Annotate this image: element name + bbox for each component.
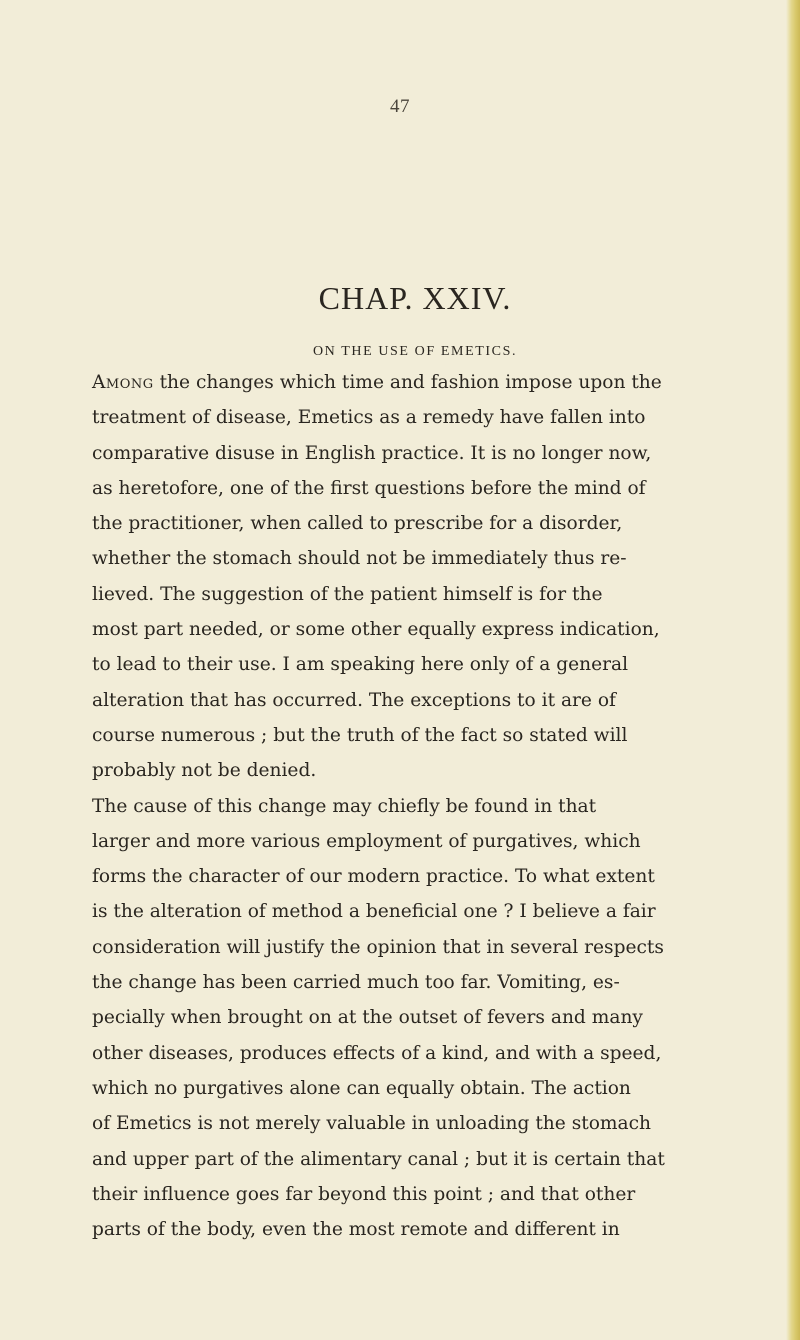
first-word: Among — [92, 372, 154, 393]
text-line: comparative disuse in English practice. It is no longer now, — [92, 442, 652, 464]
text-line: pecially when brought on at the outset of fevers and many — [92, 1007, 643, 1029]
body-text — [92, 365, 742, 1247]
text-line: is the alteration of method a beneficial one ? I believe a fair — [92, 901, 656, 923]
text-line: their influence goes far beyond this point ; and that other — [92, 1183, 636, 1205]
text-line-content: the changes which time and fashion impose upon the — [153, 372, 662, 393]
text-line: other diseases, produces effects of a kind, and with a speed, — [92, 1042, 662, 1064]
text-line: and upper part of the alimentary canal ; but it is certain that — [92, 1148, 665, 1170]
chapter-title: CHAP. XXIV. — [318, 280, 512, 316]
page-number: 47 — [390, 96, 410, 117]
text-line: the change has been carried much too far. Vomiting, es- — [92, 972, 620, 994]
text-line: most part needed, or some other equally express indication, — [92, 619, 660, 641]
text-line: to lead to their use. I am speaking here only of a general — [92, 654, 629, 676]
text-line: alteration that has occurred. The exceptions to it are of — [92, 689, 616, 711]
text-line: whether the stomach should not be immediately thus re- — [92, 548, 627, 570]
text-line: consideration will justify the opinion that in several respects — [92, 936, 664, 958]
chapter-subtitle: ON THE USE OF EMETICS. — [312, 344, 518, 359]
text-line: The cause of this change may chiefly be found in that — [92, 795, 597, 817]
text-line: treatment of disease, Emetics as a remedy have fallen into — [92, 407, 646, 429]
text-line: larger and more various employment of purgatives, which — [92, 830, 641, 852]
text-line: course numerous ; but the truth of the fact so stated will — [92, 724, 628, 746]
text-line: as heretofore, one of the first questions before the mind of — [92, 477, 646, 499]
text-line: which no purgatives alone can equally obtain. The action — [92, 1077, 631, 1099]
text-line: of Emetics is not merely valuable in unloading the stomach — [92, 1113, 652, 1135]
text-line: the practitioner, when called to prescribe for a disorder, — [92, 513, 623, 535]
text-line: forms the character of our modern practice. To what extent — [92, 866, 655, 888]
text-line — [92, 365, 742, 400]
text-line: probably not be denied. — [92, 760, 317, 782]
text-line: parts of the body, even the most remote and different in — [92, 1219, 620, 1241]
text-line: lieved. The suggestion of the patient himself is for the — [92, 583, 603, 605]
page-edge — [786, 0, 800, 1340]
